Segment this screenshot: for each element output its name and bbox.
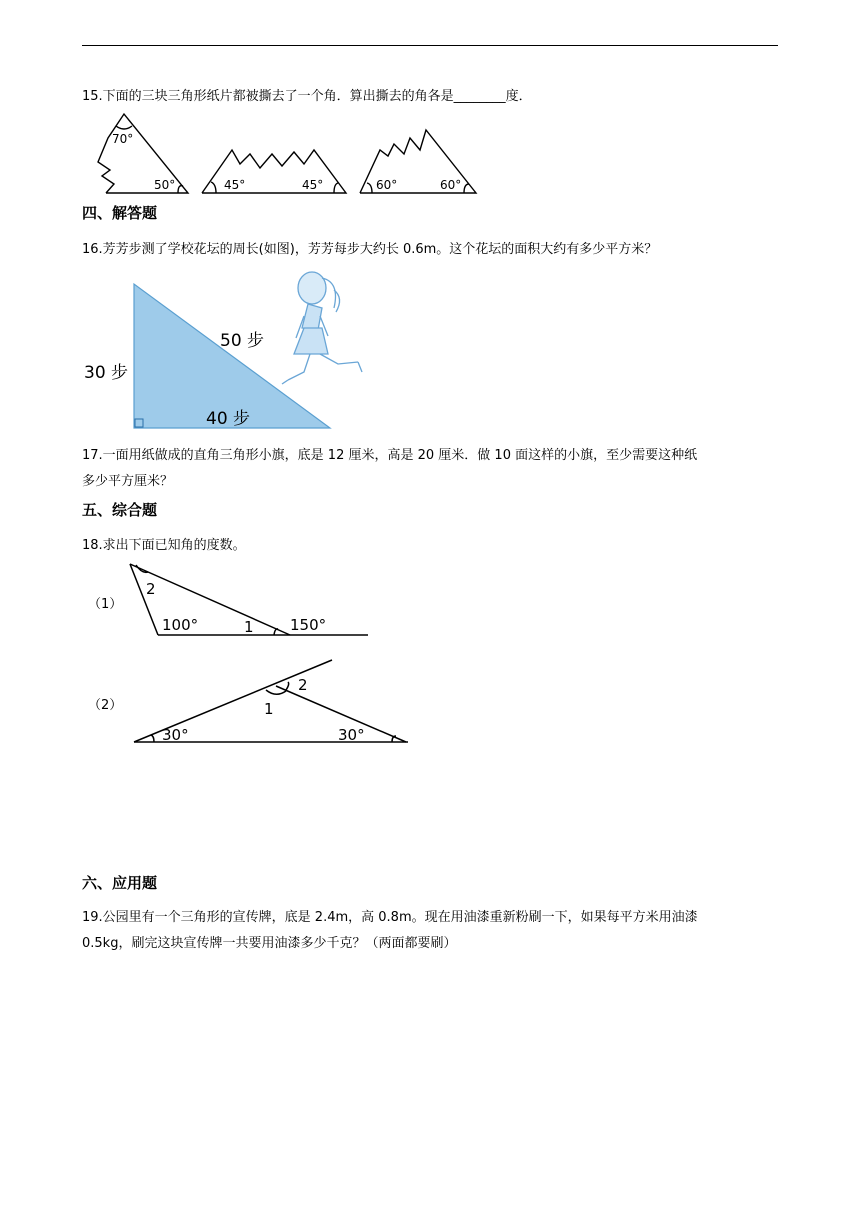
part2-angle-2-label: 2: [298, 676, 308, 694]
angle-100-label: 100°: [162, 616, 199, 634]
q18-part-1-figure: [118, 560, 370, 642]
t1-top-angle: 70°: [112, 132, 134, 146]
t2-left-angle: 45°: [224, 178, 246, 192]
angle-2-label: 2: [146, 580, 156, 598]
t1-right-angle: 50°: [154, 178, 176, 192]
hypotenuse-label: 50 步: [220, 331, 265, 351]
question-17-line-2: 多少平方厘米？: [82, 474, 174, 489]
angle-150-label: 150°: [290, 616, 327, 634]
section-6-title: 六、应用题: [82, 874, 158, 892]
t3-left-angle: 60°: [376, 178, 398, 192]
question-17-line-1: 17.一面用纸做成的直角三角形小旗，底是 12 厘米，高是 20 厘米．做 10 面这样的小旗，至少需要这种纸: [82, 448, 698, 463]
part2-left-30-label: 30°: [162, 726, 189, 744]
q18-part-2-label: （2）: [88, 698, 123, 713]
part2-angle-1-label: 1: [264, 700, 274, 718]
t2-right-angle: 45°: [302, 178, 324, 192]
question-19-line-2: 0.5kg，刷完这块宣传牌一共要用油漆多少千克？（两面都要刷）: [82, 936, 457, 951]
angle-1-label: 1: [244, 618, 254, 636]
flowerbed-triangle: [134, 284, 330, 428]
question-19-line-1: 19.公园里有一个三角形的宣传牌，底是 2.4m，高 0.8m。现在用油漆重新粉刷一下，如果每平方米用油漆: [82, 910, 698, 925]
question-16-text: 16.芳芳步测了学校花坛的周长(如图)，芳芳每步大约长 0.6m。这个花坛的面积大约有多少平方米？: [82, 242, 658, 257]
q18-part-2-figure: [130, 656, 412, 748]
walking-girl-illustration: [282, 272, 362, 384]
bottom-side-label: 40 步: [206, 409, 251, 429]
part2-right-30-label: 30°: [338, 726, 365, 744]
q16-flowerbed-figure: [82, 268, 372, 430]
header-rule: [82, 45, 778, 46]
q18-part-1-label: （1）: [88, 597, 123, 612]
section-5-title: 五、综合题: [82, 501, 158, 519]
q15-torn-triangles-figure: [84, 110, 484, 198]
question-18-text: 18.求出下面已知角的度数。: [82, 538, 246, 553]
left-side-label: 30 步: [84, 363, 129, 383]
t3-right-angle: 60°: [440, 178, 462, 192]
section-4-title: 四、解答题: [82, 204, 158, 222]
question-15-text: 15.下面的三块三角形纸片都被撕去了一个角．算出撕去的角各是________度．: [82, 89, 532, 104]
